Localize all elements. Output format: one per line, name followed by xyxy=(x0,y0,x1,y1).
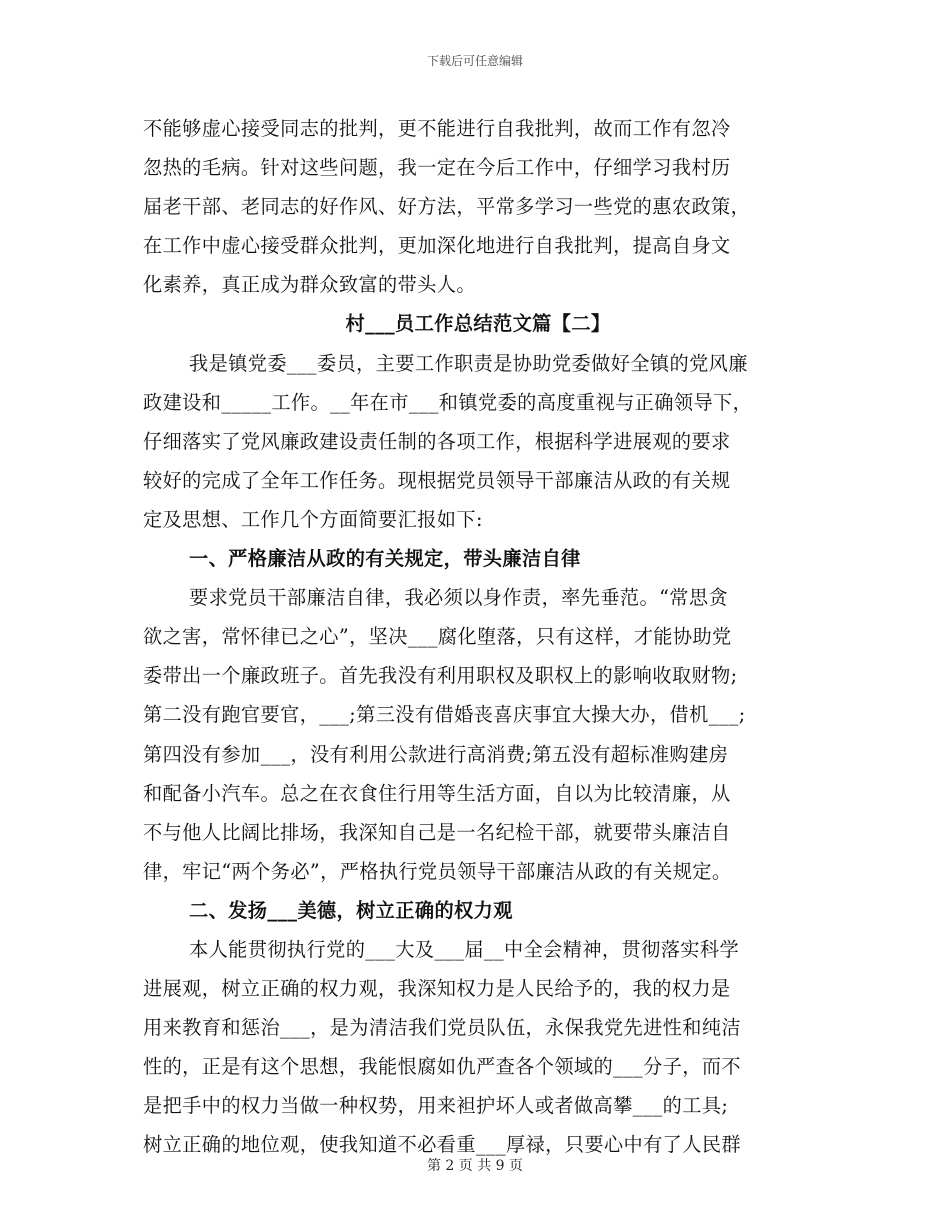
body-text-line: 欲之害，常怀律已之心”，坚决___腐化堕落，只有这样，才能协助党 xyxy=(143,625,732,649)
paragraph-start-line: 要求党员干部廉洁自律，我必须以身作责，率先垂范。“常思贪 xyxy=(189,586,729,610)
body-text-line: 是把手中的权力当做一种权势，用来袒护坏人或者做高攀___的工具; xyxy=(143,1094,729,1118)
body-text-line: 不与他人比阔比排场，我深知自己是一名纪检干部，就要带头廉洁自 xyxy=(143,820,731,844)
body-text-line: 在工作中虚心接受群众批判，更加深化地进行自我批判，提高自身文 xyxy=(143,234,731,258)
body-text-line: 第二没有跑官要官，___;第三没有借婚丧喜庆事宜大操大办，借机___; xyxy=(143,703,746,727)
section-title: 村___员工作总结范文篇【二】 xyxy=(345,312,611,336)
body-text-line: 仔细落实了党风廉政建设责任制的各项工作，根据科学进展观的要求 xyxy=(143,429,731,453)
subheading-two: 二、发扬___美德，树立正确的权力观 xyxy=(189,898,513,922)
paragraph-start-line: 本人能贯彻执行党的___大及___届__中全会精神，贯彻落实科学 xyxy=(189,937,740,961)
body-text-line: 律，牢记“两个务必”，严格执行党员领导干部廉洁从政的有关规定。 xyxy=(143,859,732,883)
subheading-one: 一、严格廉洁从政的有关规定，带头廉洁自律 xyxy=(189,547,581,571)
body-text-line: 进展观，树立正确的权力观，我深知权力是人民给予的，我的权力是 xyxy=(143,977,731,1001)
body-text-line: 届老干部、老同志的好作风、好方法，平常多学习一些党的惠农政策， xyxy=(143,195,751,219)
body-text-line: 化素养，真正成为群众致富的带头人。 xyxy=(143,273,476,297)
body-text-line: 委带出一个廉政班子。首先我没有利用职权及职权上的影响收取财物; xyxy=(143,664,738,688)
document-body xyxy=(143,109,813,1165)
body-text-line: 忽热的毛病。针对这些问题，我一定在今后工作中，仔细学习我村历 xyxy=(143,156,731,180)
body-text-line: 和配备小汽车。总之在衣食住行用等生活方面，自以为比较清廉，从 xyxy=(143,781,731,805)
body-text-line: 树立正确的地位观，使我知道不必看重___厚禄，只要心中有了人民群 xyxy=(143,1133,742,1157)
body-text-line: 政建设和_____工作。__年在市___和镇党委的高度重视与正确领导下， xyxy=(143,390,753,414)
body-text-line: 不能够虚心接受同志的批判，更不能进行自我批判，故而工作有忽冷 xyxy=(143,117,731,140)
body-text-line: 用来教育和惩治___，是为清洁我们党员队伍，永保我党先进性和纯洁 xyxy=(143,1016,742,1040)
body-text-line: 性的，正是有这个思想，我能恨腐如仇严查各个领域的___分子，而不 xyxy=(143,1055,742,1079)
body-text-line: 第四没有参加___，没有利用公款进行高消费;第五没有超标准购建房 xyxy=(143,742,729,766)
body-text-line: 较好的完成了全年工作任务。现根据党员领导干部廉洁从政的有关规 xyxy=(143,468,731,492)
body-text-line: 定及思想、工作几个方面简要汇报如下: xyxy=(143,507,483,531)
page-header: 下载后可任意编辑 xyxy=(426,54,523,68)
paragraph-start-line: 我是镇党委___委员，主要工作职责是协助党委做好全镇的党风廉 xyxy=(189,351,748,375)
page-number-footer: 第 2 页 共 9 页 xyxy=(426,1158,524,1174)
